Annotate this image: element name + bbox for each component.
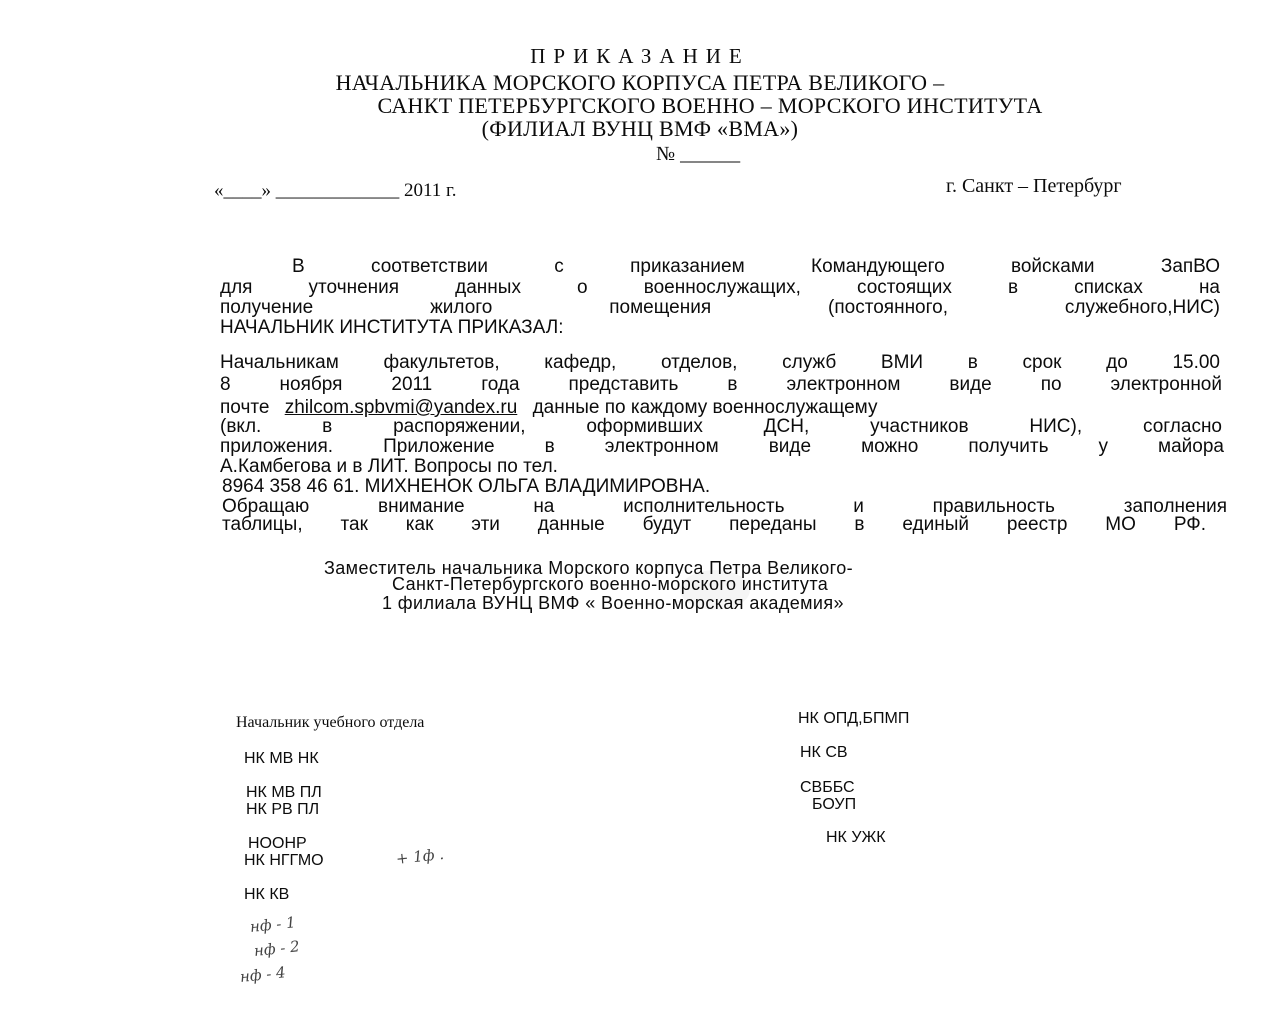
dist-left-3: НК МВ ПЛ bbox=[246, 784, 322, 801]
order-line-2: 8 ноября 2011 года представить в электронном виде по электронной bbox=[220, 374, 1222, 395]
dist-right-2: НК СВ bbox=[800, 744, 848, 761]
dist-left-1: Начальник учебного отдела bbox=[236, 714, 425, 731]
order-line-5: приложения. Приложение в электронном виде можно получить у майора bbox=[220, 436, 1224, 457]
handwritten-mark-ngmo: + 1ф . bbox=[395, 845, 445, 868]
dist-left-6: НК НГГМО bbox=[244, 852, 324, 869]
order-line-3-suffix: данные по каждому военнослужащему bbox=[532, 397, 878, 418]
dist-left-2: НК МВ НК bbox=[244, 750, 319, 767]
signature-line-2: Санкт-Петербургского военно-морского института bbox=[392, 574, 829, 594]
order-line-3-prefix: почте bbox=[220, 397, 270, 418]
dist-right-5: НК УЖК bbox=[826, 829, 886, 846]
order-number: № ______ bbox=[656, 143, 741, 165]
order-line-1: Начальникам факультетов, кафедр, отделов, служб ВМИ в срок до 15.00 bbox=[220, 352, 1220, 373]
dist-right-1: НК ОПД,БПМП bbox=[798, 710, 910, 727]
intro-line-2: для уточнения данных о военнослужащих, состоящих в списках на bbox=[220, 277, 1220, 298]
dist-right-3: СВББС bbox=[800, 779, 855, 796]
signature-line-3: 1 филиала ВУНЦ ВМФ « Военно-морская академия» bbox=[382, 593, 844, 613]
dist-right-4: БОУП bbox=[812, 796, 857, 813]
dist-left-4: НК РВ ПЛ bbox=[246, 801, 320, 818]
order-line-4: (вкл. в распоряжении, оформивших ДСН, участников НИС), согласно bbox=[220, 416, 1222, 437]
order-date: «____» _____________ 2011 г. bbox=[214, 180, 457, 201]
order-line-9: таблицы, так как эти данные будут переданы в единый реестр МО РФ. bbox=[222, 514, 1206, 535]
document-type-title: ПРИКАЗАНИЕ bbox=[530, 44, 750, 68]
order-city: г. Санкт – Петербург bbox=[946, 175, 1122, 197]
intro-line-1: В соответствии с приказанием Командующего войсками ЗапВО bbox=[292, 256, 1220, 277]
order-line-7: 8964 358 46 61. МИХНЕНОК ОЛЬГА ВЛАДИМИРОВНА. bbox=[222, 476, 711, 497]
dist-left-7: НК КВ bbox=[244, 886, 290, 903]
intro-order-phrase: НАЧАЛЬНИК ИНСТИТУТА ПРИКАЗАЛ: bbox=[220, 317, 564, 338]
dist-left-5: НООНР bbox=[248, 835, 307, 852]
header-line-1: НАЧАЛЬНИКА МОРСКОГО КОРПУСА ПЕТРА ВЕЛИКОГО – bbox=[335, 70, 945, 95]
handwritten-mark-1: нф - 1 bbox=[249, 913, 297, 936]
handwritten-mark-2: нф - 2 bbox=[253, 937, 301, 960]
stamp-smudge bbox=[680, 570, 750, 610]
header-line-2: САНКТ ПЕТЕРБУРГСКОГО ВОЕННО – МОРСКОГО ИНСТИТУТА bbox=[377, 93, 1043, 118]
email-link[interactable]: zhilcom.spbvmi@yandex.ru bbox=[284, 397, 518, 418]
order-line-6: А.Камбегова и в ЛИТ. Вопросы по тел. bbox=[220, 456, 558, 477]
signature-line-1: Заместитель начальника Морского корпуса Петра Великого- bbox=[324, 558, 854, 578]
handwritten-mark-3: нф - 4 bbox=[239, 963, 287, 986]
intro-line-3: получение жилого помещения (постоянного, служебного,НИС) bbox=[220, 297, 1220, 318]
header-line-3: (ФИЛИАЛ ВУНЦ ВМФ «ВМА») bbox=[481, 116, 799, 141]
order-line-8: Обращаю внимание на исполнительность и правильность заполнения bbox=[222, 496, 1227, 517]
